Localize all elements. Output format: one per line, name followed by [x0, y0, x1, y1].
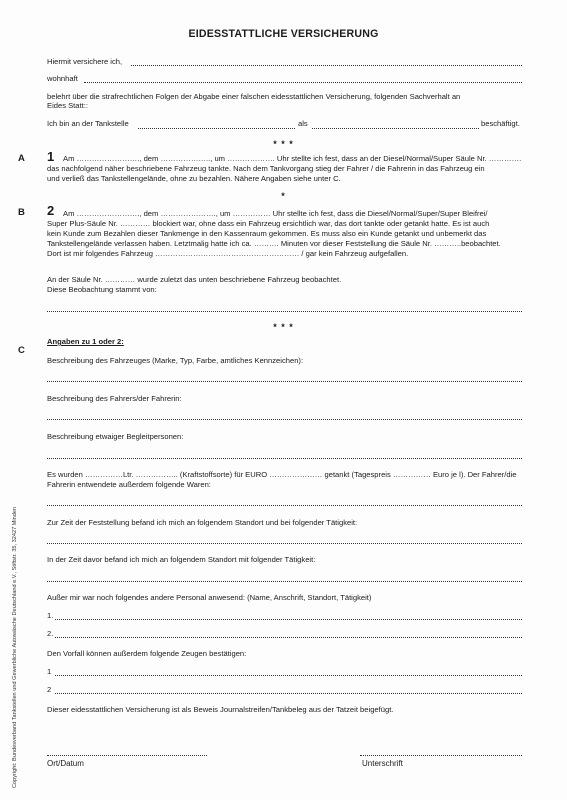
intro-instruction-line-2: Eides Statt:: — [47, 101, 88, 110]
other-staff-label: Außer mir war noch folgendes andere Personal anwesend: (Name, Anschrift, Standort, Tätigkeit) — [47, 593, 372, 602]
driver-description-label: Beschreibung des Fahrers/der Fahrerin: — [47, 394, 182, 403]
vehicle-field-line[interactable] — [47, 381, 522, 382]
witness-field-2[interactable] — [55, 693, 522, 694]
intro-declaration-label: Hiermit versichere ich, — [47, 57, 123, 66]
section-b-line-2: Super Plus-Säule Nr. ………… blockiert war, ohne dass ein Fahrzeug ersichtlich war, das dort tankte oder getankt hatte. Es ist auch — [47, 219, 490, 228]
section-b-line-3: kein Kunde zum Bezahlen dieser Tankmenge in den Kassenraum gekommen. Es muss also ein Kunde getankt und unbemerkt das — [47, 229, 487, 238]
section-b-line-1: Am ……………………., dem …………………., um …………… Uhr stellte ich fest, dass die Diesel/Normal/Super/Super Bleifrei/ — [63, 209, 488, 218]
section-b-line-4: Tankstellengelände verlassen haben. Letztmalig hatte ich ca. ………. Minuten vor dieser Feststellung die Säule Nr. ………..beobachtet. — [47, 239, 501, 248]
copyright-note: Copyright: Bundesverband Tankstellen und Gewerbliche Autowäsche Deutschland e.V., Stiftstr. 35, 32427 Minden — [12, 506, 18, 788]
location-at-discovery-field-line[interactable] — [47, 543, 522, 544]
intro-address-label: wohnhaft — [47, 74, 78, 83]
separator-stars-2: * * * — [273, 322, 294, 332]
section-a-line-2: das nachfolgend näher beschriebene Fahrzeug tankte. Nach dem Tankvorgang stieg der Fahrer / die Fahrerin in das Fahrzeug ein — [47, 164, 485, 173]
fuel-details-line-2: Fahrerin entwendete außerdem folgende Waren: — [47, 480, 211, 489]
witness-field-1[interactable] — [55, 675, 522, 676]
fuel-details-line-1: Es wurden ……………Ltr. …………….. (Kraftstoffsorte) für EURO ………………… getankt (Tagespreis …………… Euro je l). Der Fahrer/die — [47, 470, 517, 479]
witness-number-2: 2 — [47, 685, 52, 694]
observer-field-line[interactable] — [47, 311, 522, 312]
name-field-line[interactable] — [131, 65, 522, 66]
role-field-line[interactable] — [312, 128, 479, 129]
section-b-letter: B — [18, 207, 25, 218]
signature-label: Unterschrift — [362, 759, 403, 768]
section-a-line-3: und verließ das Tankstellengelände, ohne zu bezahlen. Nähere Angaben siehe unter C. — [47, 174, 341, 183]
evidence-note: Dieser eidesstattlichen Versicherung ist als Beweis Journalstreifen/Tankbeleg aus der Tatzeit beigefügt. — [47, 705, 394, 714]
witnesses-label: Den Vorfall können außerdem folgende Zeugen bestätigen: — [47, 649, 247, 658]
place-date-field-line[interactable] — [47, 755, 207, 756]
other-staff-number-2: 2. — [47, 629, 54, 638]
other-staff-number-1: 1. — [47, 611, 54, 620]
other-staff-field-1[interactable] — [55, 619, 522, 620]
section-b-number: 2 — [47, 203, 55, 218]
section-c-heading: Angaben zu 1 oder 2: — [47, 337, 124, 346]
driver-field-line[interactable] — [47, 419, 522, 420]
section-b-observer-label: Diese Beobachtung stammt von: — [47, 285, 157, 294]
section-c-letter: C — [18, 345, 25, 356]
section-b-line-5: Dort ist mir folgendes Fahrzeug ………………………………………………… / gar kein Fahrzeug aufgefallen. — [47, 249, 409, 258]
companions-field-line[interactable] — [47, 458, 522, 459]
witness-number-1: 1 — [47, 667, 52, 676]
station-label: Ich bin an der Tankstelle — [47, 119, 129, 128]
vehicle-description-label: Beschreibung des Fahrzeuges (Marke, Typ, Farbe, amtliches Kennzeichen): — [47, 356, 304, 365]
employed-label: beschäftigt. — [481, 119, 520, 128]
separator-star-single: * — [281, 191, 286, 201]
companions-description-label: Beschreibung etwaiger Begleitpersonen: — [47, 432, 184, 441]
location-before-label: In der Zeit davor befand ich mich an folgendem Standort mit folgender Tätigkeit: — [47, 555, 316, 564]
section-b-pump-observation: An der Säule Nr. ………… wurde zuletzt das unten beschriebene Fahrzeug beobachtet. — [47, 275, 342, 284]
section-a-line-1: Am ……………………., dem ……………….., um ………………. Uhr stellte ich fest, dass an der Diesel/Normal/Super Säule Nr. …………. — [63, 154, 522, 163]
section-a-number: 1 — [47, 149, 55, 164]
other-staff-field-2[interactable] — [55, 637, 522, 638]
document-title: EIDESSTATTLICHE VERSICHERUNG — [188, 28, 379, 40]
station-field-line[interactable] — [138, 128, 295, 129]
goods-field-line[interactable] — [47, 505, 522, 506]
separator-stars-1: * * * — [273, 139, 294, 149]
address-field-line[interactable] — [84, 82, 522, 83]
role-label: als — [298, 119, 308, 128]
location-before-field-line[interactable] — [47, 581, 522, 582]
place-date-label: Ort/Datum — [47, 759, 84, 768]
location-at-discovery-label: Zur Zeit der Feststellung befand ich mich an folgendem Standort und bei folgender Tätigkeit: — [47, 518, 358, 527]
intro-instruction-line-1: belehrt über die strafrechtlichen Folgen der Abgabe einer falschen eidesstattlichen Versicherung, folgenden Sachverhalt an — [47, 92, 461, 101]
signature-field-line[interactable] — [360, 755, 522, 756]
section-a-letter: A — [18, 153, 25, 164]
